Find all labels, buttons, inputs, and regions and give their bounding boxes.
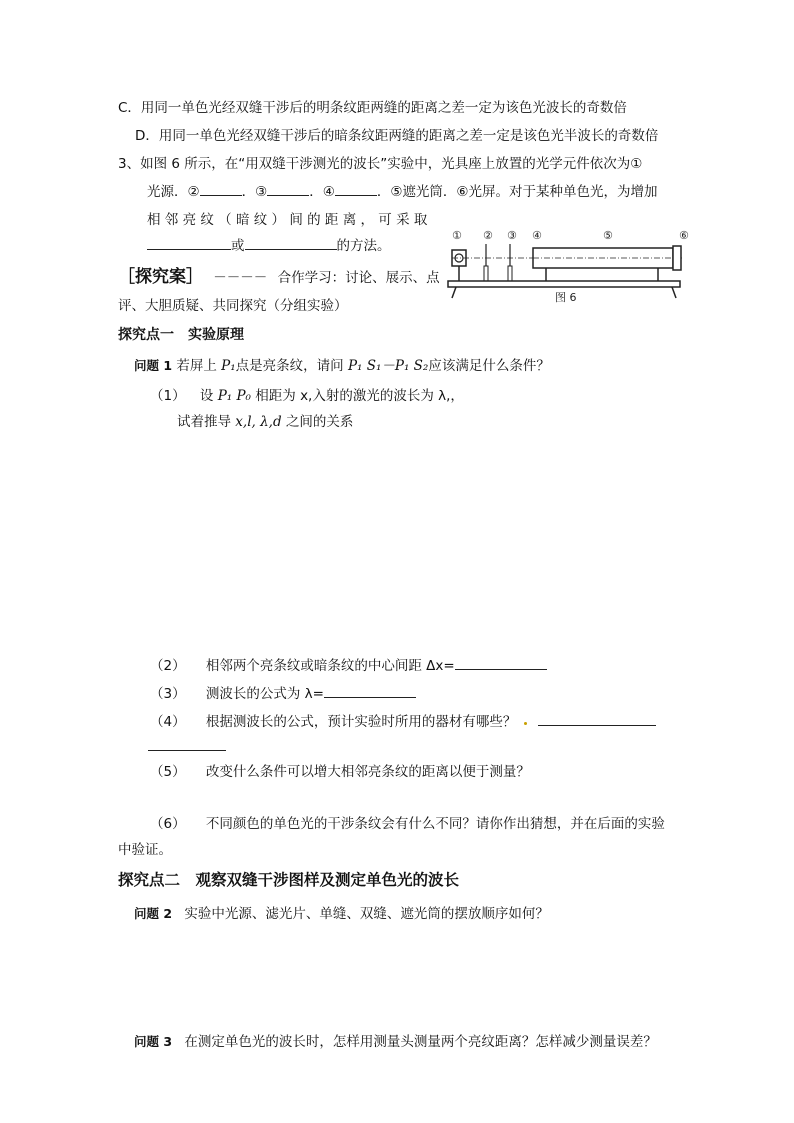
inquiry-title: ［探究案］	[118, 267, 203, 287]
q3-text-d: ．⑤遮光筒．⑥光屏。对于某种单色光，为增加	[376, 184, 658, 200]
sub6-num: （6）	[150, 816, 186, 832]
bench-rail	[448, 281, 680, 287]
q3-end: 的方法。	[336, 238, 391, 254]
sub6	[150, 812, 665, 832]
sub1-vars: x,l, λ,d	[235, 414, 282, 430]
blank-4[interactable]	[335, 181, 377, 196]
option-c: C．用同一单色光经双缝干涉后的明条纹距两缝的距离之差一定为该色光波长的奇数倍	[118, 100, 627, 116]
option-d: D．用同一单色光经双缝干涉后的暗条纹距两缝的距离之差一定是该色光半波长的奇数倍	[135, 128, 659, 144]
q3-line1: 3、如图 6 所示，在“用双缝干涉测光的波长”实验中，光具座上放置的光学元件依次为①	[118, 156, 643, 172]
blank-2[interactable]	[200, 181, 242, 196]
inquiry-heading	[118, 262, 440, 287]
p1p0-symbol: P₁ P₀	[217, 388, 251, 404]
q3-or: 或	[231, 238, 245, 254]
q3-line3: 相 邻 亮 纹 （ 暗 纹 ） 间 的 距 离 ， 可 采 取	[147, 212, 428, 228]
sub1	[150, 384, 464, 404]
question1-text-a: 若屏上	[176, 358, 222, 374]
question1-label: 问题 1	[134, 358, 173, 373]
question1-text-c: 应该满足什么条件？	[428, 358, 550, 374]
point2-title: 探究点二 观察双缝干涉图样及测定单色光的波长	[118, 871, 460, 889]
sub1-text-b: 相距为 x,入射的激光的波长为 λ,，	[250, 388, 464, 404]
sub4-blank-line	[148, 736, 226, 755]
fig-label-6: ⑥	[679, 229, 689, 242]
question2	[134, 902, 549, 922]
sub1-line2	[177, 410, 353, 430]
inquiry-desc2: 评、大胆质疑、共同探究（分组实验）	[118, 298, 348, 314]
sub6-text-b: 中验证。	[118, 842, 172, 858]
sub6-text-a: 不同颜色的单色光的干涉条纹会有什么不同？请你作出猜想，并在后面的实验	[205, 816, 665, 832]
path-difference: P₁ S₁－P₁ S₂	[347, 358, 429, 374]
question2-label: 问题 2	[134, 906, 173, 921]
sub2	[150, 654, 547, 674]
q3-text-c: ．④	[309, 184, 335, 200]
p1-symbol: P₁	[221, 358, 236, 374]
sub5	[150, 760, 530, 780]
figure-caption: 图 6	[555, 291, 577, 304]
ink-dot	[524, 722, 527, 725]
question3	[134, 1030, 657, 1050]
sub3	[150, 682, 416, 702]
sub5-text: 改变什么条件可以增大相邻亮条纹的距离以便于测量？	[205, 764, 530, 780]
blank-equipment-cont[interactable]	[148, 736, 226, 751]
point1-title: 探究点一 实验原理	[118, 327, 244, 343]
sub5-num: （5）	[150, 764, 186, 780]
q3-text-a: 光源．②	[147, 184, 200, 200]
fig-label-1: ①	[452, 229, 462, 242]
sub2-num: （2）	[150, 658, 186, 674]
inquiry-desc1: 合作学习：讨论、展示、点	[277, 270, 440, 286]
blank-method-2[interactable]	[245, 235, 337, 250]
optical-bench-figure	[446, 226, 696, 310]
blank-equipment[interactable]	[538, 711, 656, 726]
sub3-text: 测波长的公式为 λ=	[205, 686, 324, 702]
sub1-num: （1）	[150, 388, 186, 404]
blank-3[interactable]	[267, 181, 309, 196]
fig-label-2: ②	[483, 229, 493, 242]
sub2-text: 相邻两个亮条纹或暗条纹的中心间距 Δx=	[205, 658, 455, 674]
sub4	[150, 710, 656, 730]
sub3-num: （3）	[150, 686, 186, 702]
fig-label-5: ⑤	[603, 229, 613, 242]
sub4-text: 根据测波长的公式，预计实验时所用的器材有哪些？	[205, 714, 517, 730]
question3-label: 问题 3	[134, 1034, 173, 1049]
fig-label-3: ③	[507, 229, 517, 242]
blank-delta-x[interactable]	[455, 655, 547, 670]
sub4-num: （4）	[150, 714, 186, 730]
q3-line2	[147, 180, 658, 200]
sub1-line2-b: 之间的关系	[281, 414, 354, 430]
blank-lambda[interactable]	[324, 683, 416, 698]
inquiry-dashes: －－－－	[213, 270, 268, 286]
question2-text: 实验中光源、滤光片、单缝、双缝、遮光筒的摆放顺序如何？	[184, 906, 549, 922]
blank-method-1[interactable]	[147, 235, 231, 250]
question3-text: 在测定单色光的波长时，怎样用测量头测量两个亮纹距离？怎样减少测量误差？	[184, 1034, 657, 1050]
question1-text-b: 点是亮条纹，请问	[235, 358, 348, 374]
q3-line4	[147, 234, 391, 254]
sub1-text-a: 设	[199, 388, 218, 404]
q3-text-b: ．③	[241, 184, 268, 200]
fig-label-4: ④	[532, 229, 542, 242]
screen	[673, 246, 681, 270]
sub1-line2-a: 试着推导	[177, 414, 236, 430]
question1	[134, 354, 550, 374]
